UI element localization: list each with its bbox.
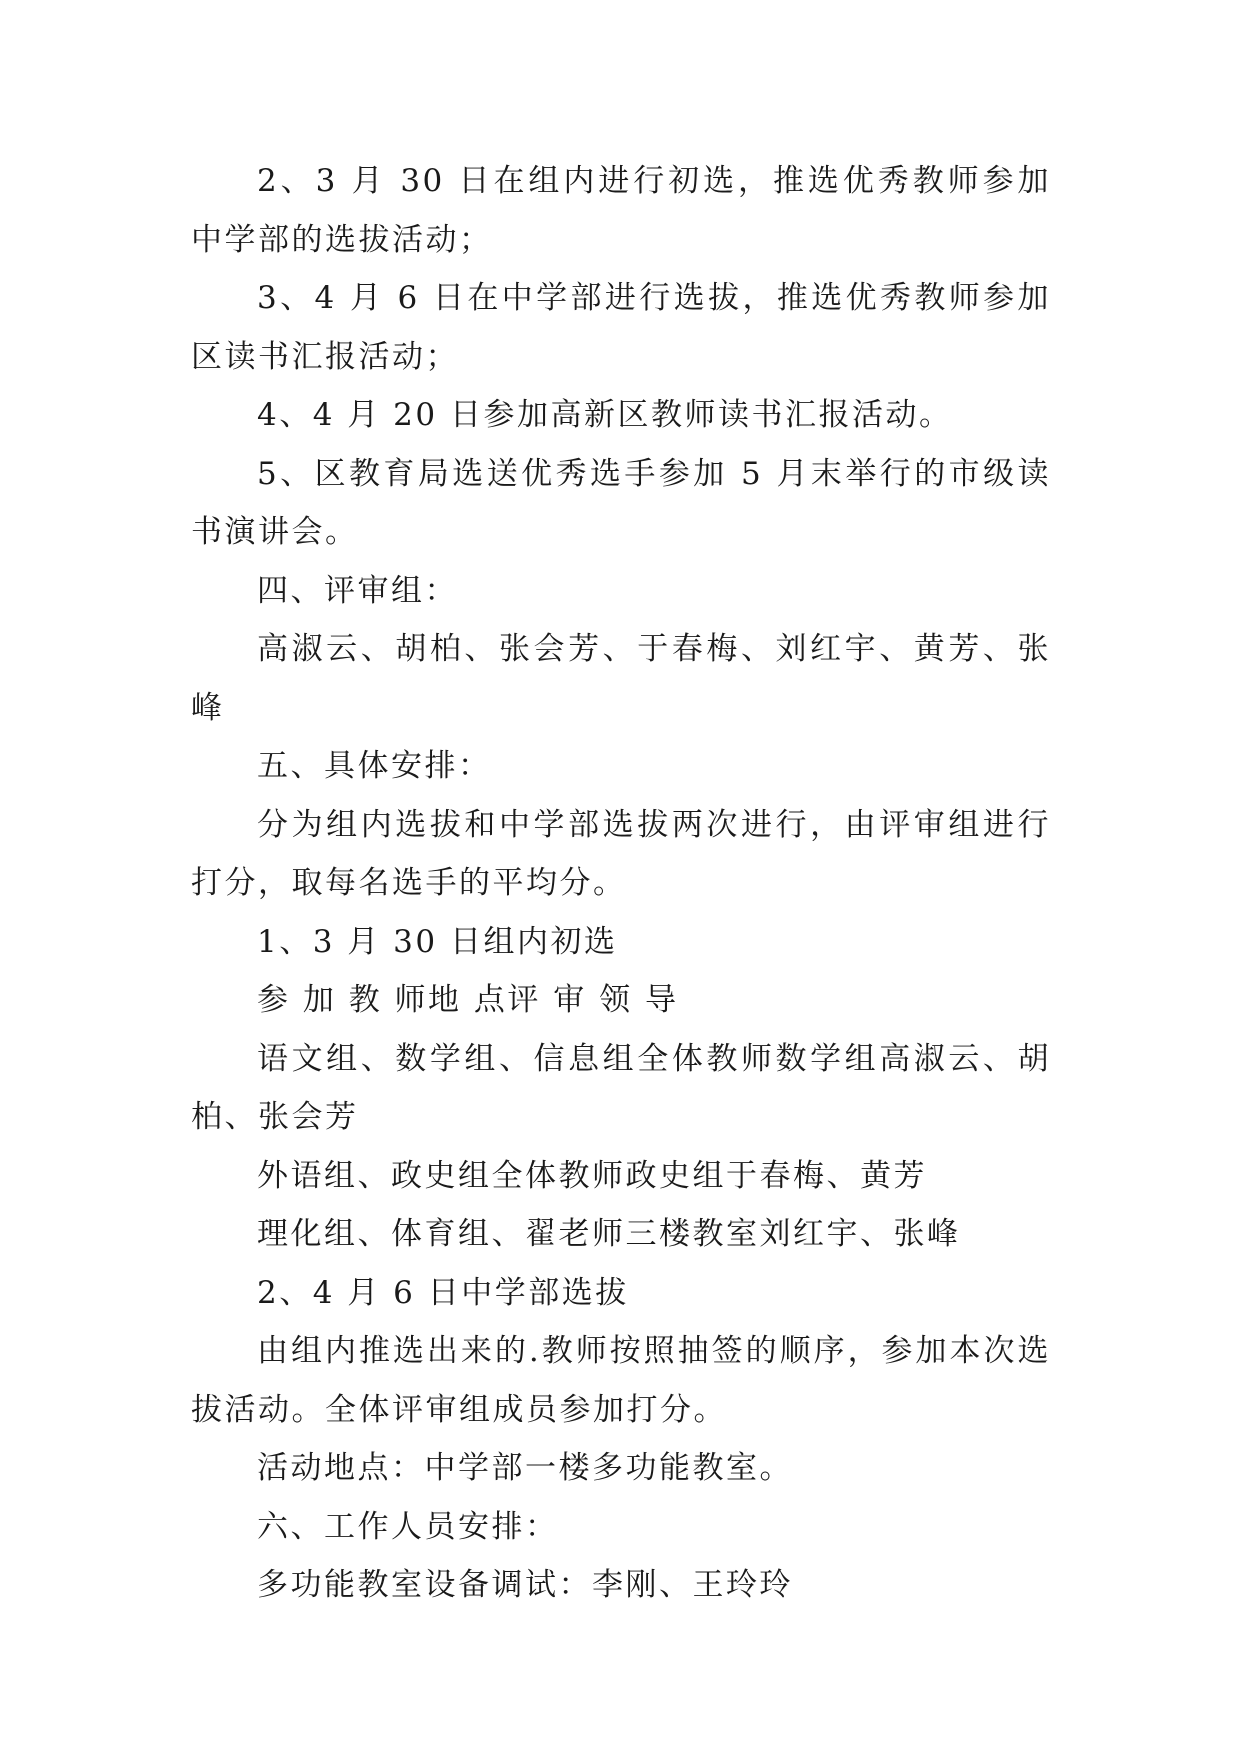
paragraph-selection-procedure: 由组内推选出来的.教师按照抽签的顺序，参加本次选拔活动。全体评审组成员参加打分。	[191, 1333, 1051, 1428]
table-row-group-3: 理化组、体育组、翟老师三楼教室刘红宇、张峰	[257, 1216, 961, 1252]
table-row-group-1: 语文组、数学组、信息组全体教师数学组高淑云、胡柏、张会芳	[191, 1040, 1051, 1135]
paragraph-activity-location: 活动地点：中学部一楼多功能教室。	[257, 1450, 793, 1486]
paragraph-equipment-staff: 多功能教室设备调试：李刚、王玲玲	[257, 1567, 793, 1603]
paragraph-review-panel-members: 高淑云、胡柏、张会芳、于春梅、刘红宇、黄芳、张峰	[191, 631, 1051, 726]
subheading-group-preliminary: 1、3 月 30 日组内初选	[257, 923, 618, 960]
paragraph-schedule-item-5: 5、区教育局选送优秀选手参加 5 月末举行的市级读书演讲会。	[191, 455, 1051, 550]
paragraph-schedule-item-3: 3、4 月 6 日在中学部进行选拔，推选优秀教师参加区读书汇报活动；	[191, 280, 1051, 375]
paragraph-arrangement-summary: 分为组内选拔和中学部选拔两次进行，由评审组进行打分，取每名选手的平均分。	[191, 806, 1051, 901]
section-heading-staff: 六、工作人员安排：	[257, 1508, 559, 1545]
section-heading-arrangement: 五、具体安排：	[257, 748, 492, 784]
section-heading-review-panel: 四、评审组：	[257, 572, 458, 609]
paragraph-schedule-item-2: 2、3 月 30 日在组内进行初选，推选优秀教师参加中学部的选拔活动；	[191, 163, 1051, 258]
table-header-line: 参 加 教 师地 点评 审 领 导	[257, 982, 679, 1018]
paragraph-schedule-item-4: 4、4 月 20 日参加高新区教师读书汇报活动。	[257, 397, 953, 433]
document-body	[191, 152, 1051, 1615]
table-row-group-2: 外语组、政史组全体教师政史组于春梅、黄芳	[257, 1157, 927, 1194]
subheading-middle-school-selection: 2、4 月 6 日中学部选拔	[257, 1274, 629, 1311]
